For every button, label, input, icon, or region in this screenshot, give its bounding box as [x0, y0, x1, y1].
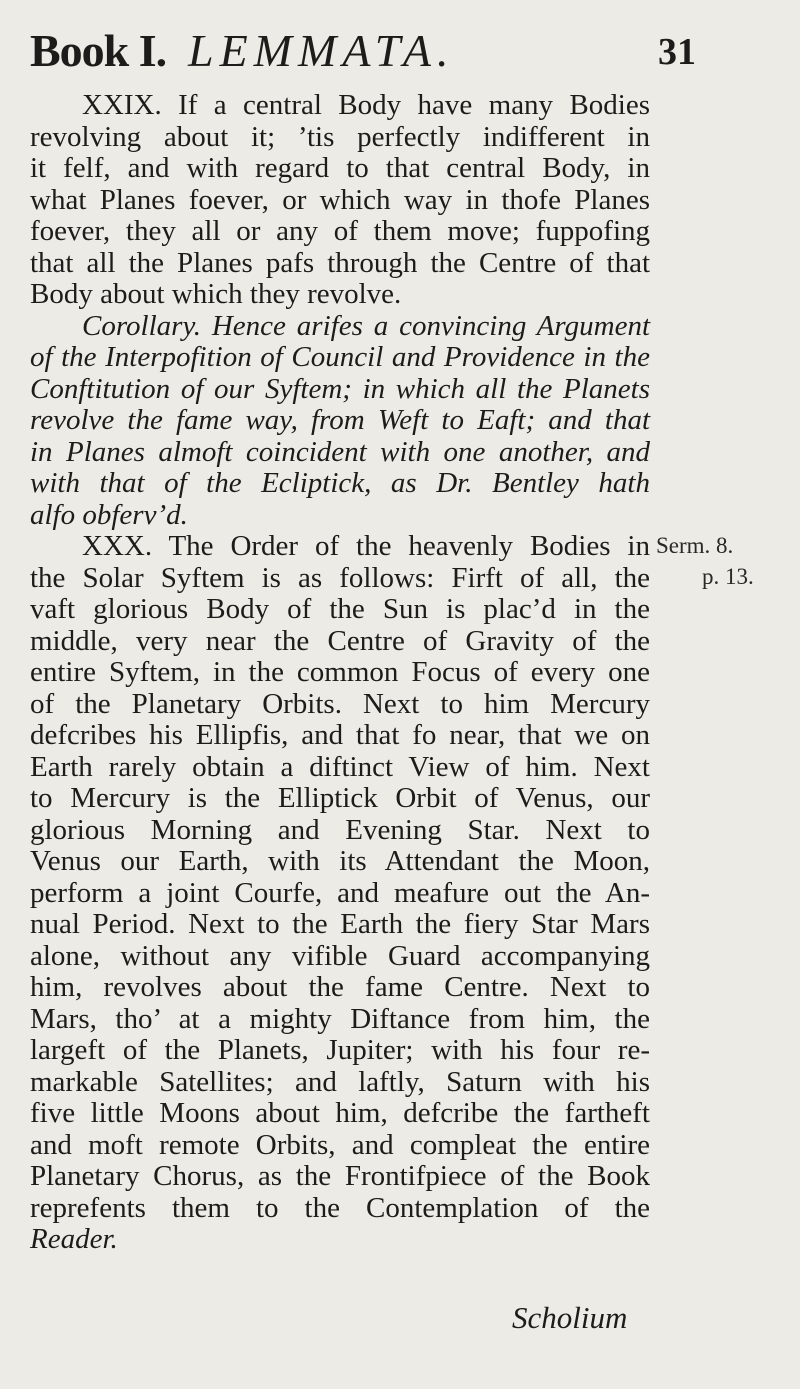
paragraph-30-line: vaft glorious Body of the Sun is plac’d in the [30, 593, 650, 625]
paragraph-30-line: of the Planetary Orbits. Next to him Mercury [30, 687, 650, 720]
paragraph-30-line: nual Period. Next to the Earth the fiery Star Mars [30, 908, 650, 940]
corollary-line: revolve the fame way, from Weft to Eaft; and that [30, 404, 650, 436]
paragraph-30-line: alone, without any vifible Guard accompanying [30, 939, 650, 972]
paragraph-30-line: perform a joint Courfe, and meafure out the An- [30, 876, 650, 909]
corollary-line: in Planes almoft coincident with one another, and [30, 435, 650, 468]
page-header [30, 24, 790, 84]
paragraph-29-line: revolving about it; ’tis perfectly indifferent in [30, 120, 650, 153]
paragraph-30-line: and moft remote Orbits, and compleat the entire [30, 1128, 650, 1161]
margin-note [656, 530, 754, 592]
catchword: Scholium [512, 1300, 628, 1335]
paragraph-30-line: five little Moons about him, defcribe the fartheft [30, 1097, 650, 1129]
paragraph-29-line: foever, they all or any of them move; fuppofing [30, 215, 650, 247]
paragraph-30-line: middle, very near the Centre of Gravity of the [30, 624, 650, 657]
paragraph-30-line: Mars, tho’ at a mighty Diftance from him, the [30, 1002, 650, 1035]
paragraph-29-line: that all the Planes pafs through the Centre of that [30, 246, 650, 279]
paragraph-30-line: glorious Morning and Evening Star. Next to [30, 813, 650, 846]
corollary-line: with that of the Ecliptick, as Dr. Bentley hath [30, 467, 650, 499]
corollary-line: of the Interpofition of Council and Providence in the [30, 341, 650, 373]
paragraph-30-line: Reader. [30, 1223, 118, 1255]
paragraph-30-line: defcribes his Ellipfis, and that fo near, that we on [30, 719, 650, 751]
paragraph-30-line: largeft of the Planets, Jupiter; with his four re- [30, 1034, 650, 1066]
paragraph-29-line: it felf, and with regard to that central Body, in [30, 152, 650, 184]
corollary-line: Corollary. Hence arifes a convincing Argument [82, 309, 650, 342]
running-title: LEMMATA. [188, 25, 455, 76]
paragraph-29-line: Body about which they revolve. [30, 278, 402, 310]
paragraph-29-line: what Planes foever, or which way in thofe Planes [30, 183, 650, 216]
paragraph-30-line: him, revolves about the fame Centre. Next to [30, 971, 650, 1003]
page-number: 31 [658, 31, 696, 73]
margin-note-page: p. 13. [702, 564, 754, 589]
paragraph-30-line: Earth rarely obtain a diftinct View of him. Next [30, 750, 650, 783]
margin-note-sermon: Serm. 8. [656, 533, 734, 558]
paragraph-30-line: Venus our Earth, with its Attendant the Moon, [30, 845, 650, 877]
paragraph-30-line: entire Syftem, in the common Focus of every one [30, 656, 650, 688]
paragraph-30-line: reprefents them to the Contemplation of the [30, 1191, 650, 1224]
book-label: Book I. [30, 25, 167, 76]
paragraph-30-line: to Mercury is the Elliptick Orbit of Venus, our [30, 782, 650, 814]
body-text [30, 90, 650, 1256]
paragraph-30-line: the Solar Syftem is as follows: Firft of all, the [30, 561, 650, 594]
corollary-line: Conftitution of our Syftem; in which all the Planets [30, 372, 650, 405]
paragraph-30-line: XXX. The Order of the heavenly Bodies in [82, 530, 650, 562]
paragraph-29-line: XXIX. If a central Body have many Bodies [82, 89, 650, 121]
paragraph-30-line: markable Satellites; and laftly, Saturn with his [30, 1065, 650, 1098]
corollary-line: alfo obferv’d. [30, 498, 188, 531]
paragraph-30-line: Planetary Chorus, as the Frontifpiece of the Book [30, 1160, 650, 1192]
